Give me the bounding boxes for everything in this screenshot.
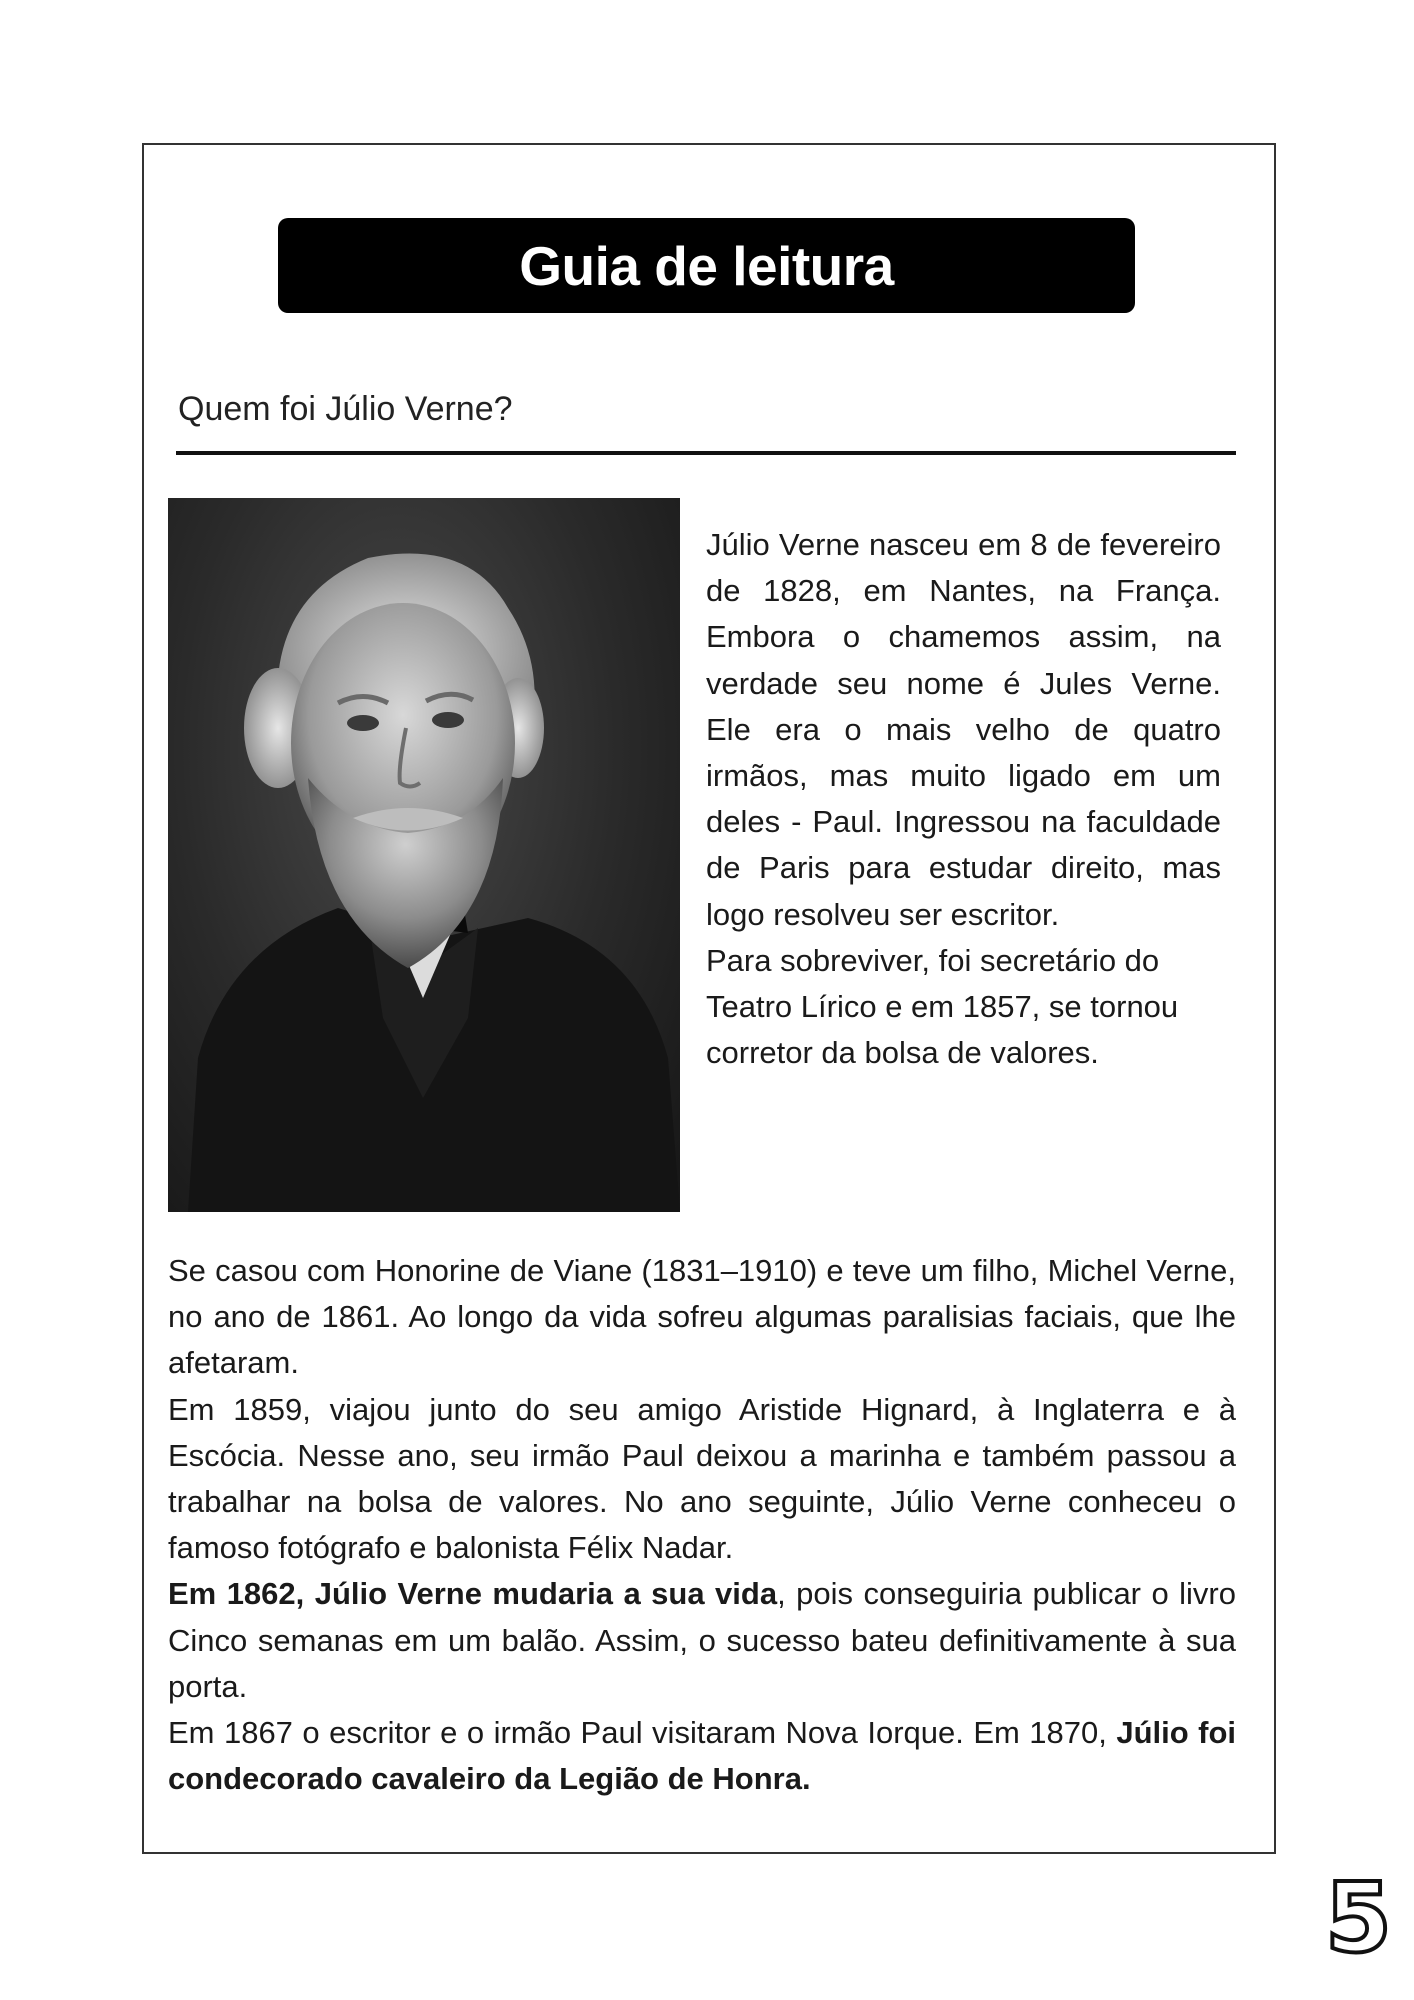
- body-paragraph: Em 1859, viajou junto do seu amigo Aristide Hignard, à Inglaterra e à Escócia. Nesse ano, seu irmão Paul deixou a marinha e também passou a trabalhar na bolsa de valores. No ano seguinte, Júlio Verne conheceu o famoso fotógrafo e balonista Félix Nadar.: [168, 1391, 1236, 1566]
- page-number: 5: [1325, 1862, 1392, 1974]
- divider: [176, 451, 1236, 455]
- title-banner: [278, 218, 1135, 313]
- portrait-photo: [168, 498, 680, 1212]
- body-paragraph: [168, 1571, 1236, 1710]
- highlight-text: Júlio foi condecorado cavaleiro da Legião de Honra.: [168, 1715, 1236, 1797]
- portrait-illustration: [168, 498, 680, 1212]
- body-paragraph: [168, 1710, 1236, 1802]
- section-question: Quem foi Júlio Verne?: [178, 390, 513, 428]
- intro-paragraph: Para sobreviver, foi secretário do Teatro Lírico e em 1857, se tornou corretor da bolsa de valores.: [706, 942, 1179, 1071]
- intro-text: [706, 522, 1221, 1076]
- body-text-span: Em 1867 o escritor e o irmão Paul visitaram Nova Iorque. Em 1870,: [168, 1715, 1117, 1751]
- highlight-text: Em 1862, Júlio Verne mudaria a sua vida: [168, 1576, 778, 1612]
- body-text-span: , pois conseguiria publicar o livro Cinco semanas em um balão. Assim, o sucesso bateu definitivamente à sua porta.: [168, 1576, 1236, 1704]
- intro-paragraph: Júlio Verne nasceu em 8 de fevereiro de 1828, em Nantes, na França. Embora o chamemos assim, na verdade seu nome é Jules Verne. Ele era o mais velho de quatro irmãos, mas muito ligado em um deles - Paul. Ingressou na faculdade de Paris para estudar direito, mas logo resolveu ser escritor.: [706, 527, 1221, 932]
- page-title: Guia de leitura: [519, 234, 894, 297]
- body-text: [168, 1248, 1236, 1802]
- body-paragraph: Se casou com Honorine de Viane (1831–1910) e teve um filho, Michel Verne, no ano de 1861. Ao longo da vida sofreu algumas paralisias faciais, que lhe afetaram.: [168, 1253, 1236, 1381]
